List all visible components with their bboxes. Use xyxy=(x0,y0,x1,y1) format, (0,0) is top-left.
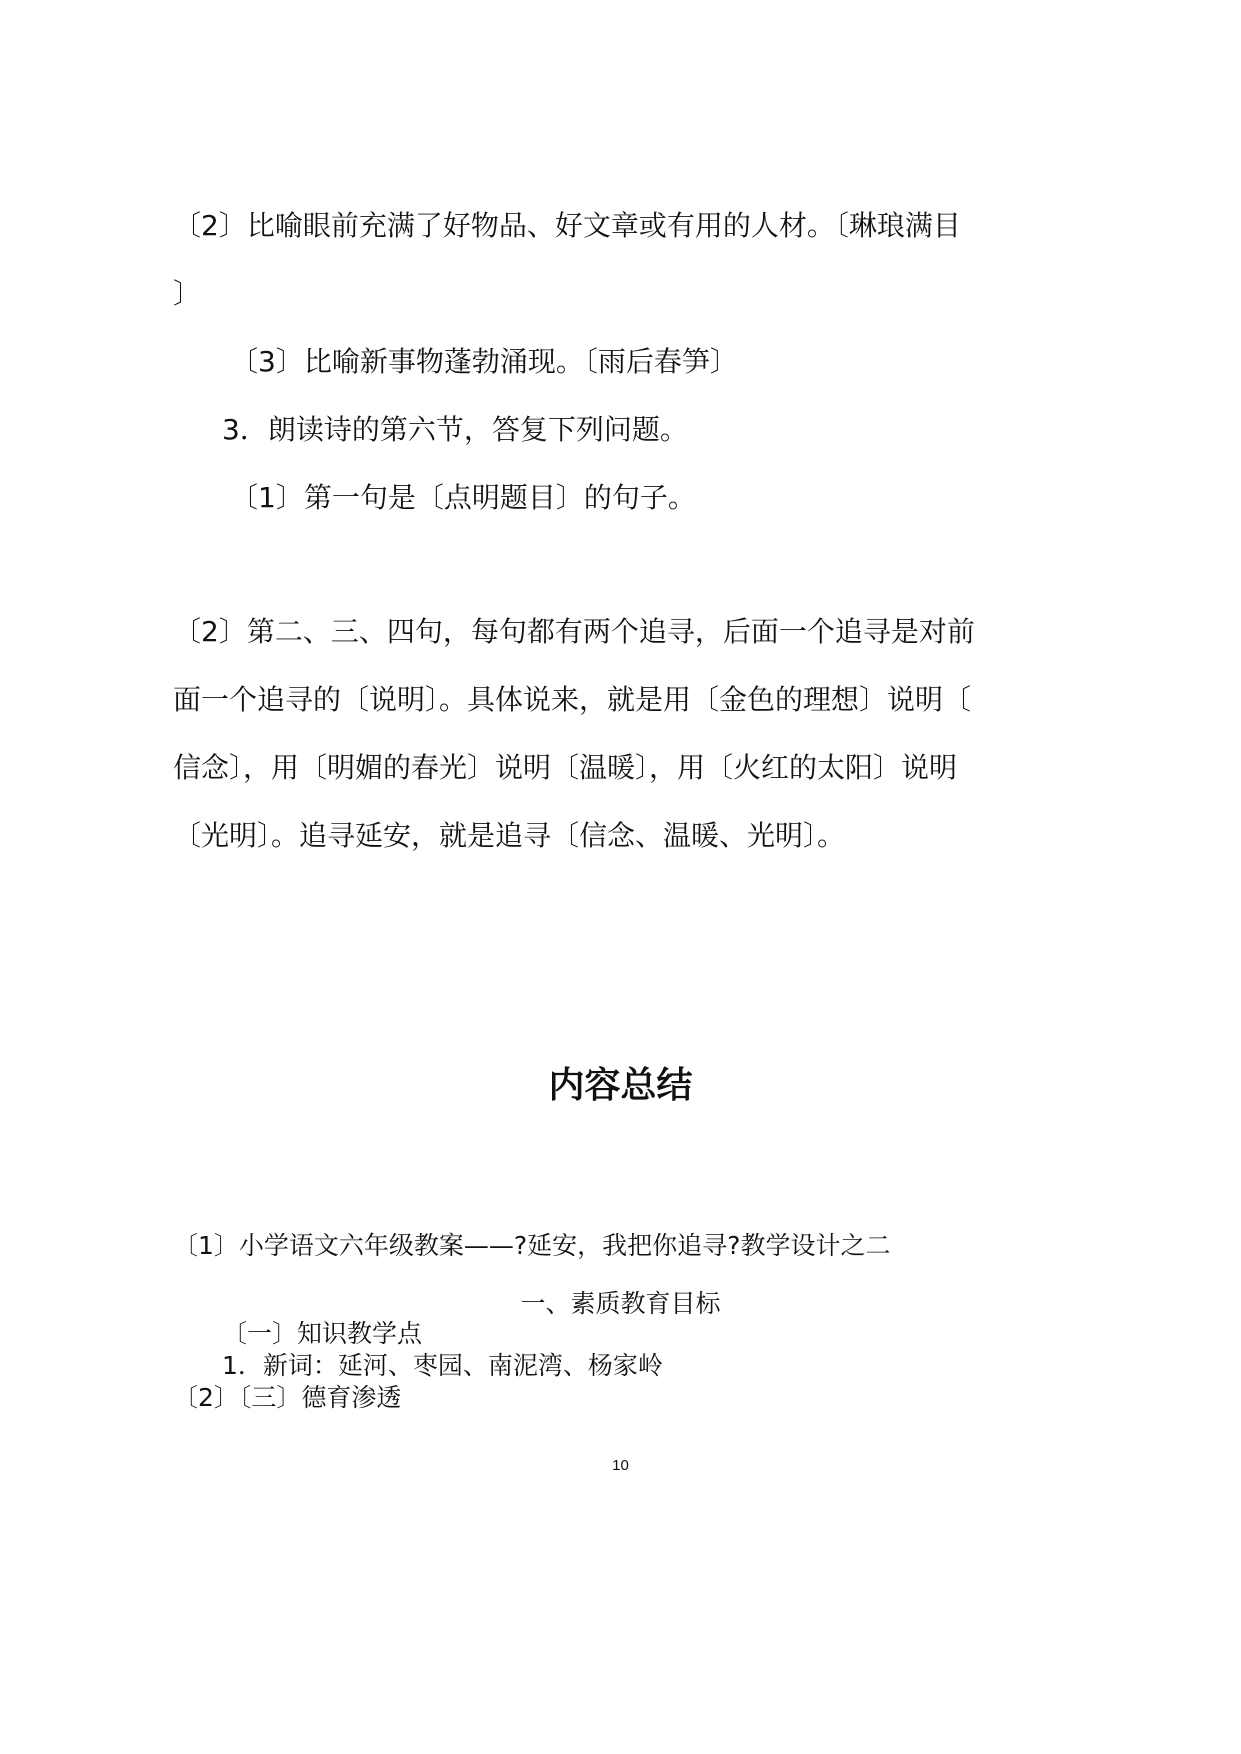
summary-item-2: 〔2〕〔三〕德育渗透 xyxy=(173,1383,402,1412)
item-2-line-1: 〔2〕比喻眼前充满了好物品、好文章或有用的人材。〔琳琅满目 xyxy=(173,209,961,242)
page-number: 10 xyxy=(612,1457,629,1474)
item-3: 〔3〕比喻新事物蓬勃涌现。〔雨后春笋〕 xyxy=(230,345,738,378)
question-3: 3．朗读诗的第六节，答复下列问题。 xyxy=(222,413,688,446)
knowledge-teaching-point-title: 〔一〕知识教学点 xyxy=(222,1319,423,1348)
question-3-item-2-line-4: 〔光明〕。追寻延安，就是追寻〔信念、温暖、光明〕。 xyxy=(173,819,846,852)
question-3-item-2-line-1: 〔2〕第二、三、四句，每句都有两个追寻，后面一个追寻是对前 xyxy=(173,615,975,648)
quality-education-goal-title: 一、素质教育目标 xyxy=(520,1289,721,1318)
summary-item-1: 〔1〕小学语文六年级教案——?延安，我把你追寻?教学设计之二 xyxy=(173,1231,891,1260)
new-words-line: 1．新词：延河、枣园、南泥湾、杨家岭 xyxy=(222,1351,663,1380)
question-3-item-2-line-2: 面一个追寻的〔说明〕。具体说来，就是用〔金色的理想〕说明〔 xyxy=(173,683,972,716)
question-3-item-1: 〔1〕第一句是〔点明题目〕的句子。 xyxy=(230,481,696,514)
question-3-item-2-line-3: 信念〕，用〔明媚的春光〕说明〔温暖〕，用〔火红的太阳〕说明 xyxy=(173,751,958,784)
summary-heading: 内容总结 xyxy=(548,1065,693,1106)
item-2-line-2: 〕 xyxy=(173,277,202,310)
